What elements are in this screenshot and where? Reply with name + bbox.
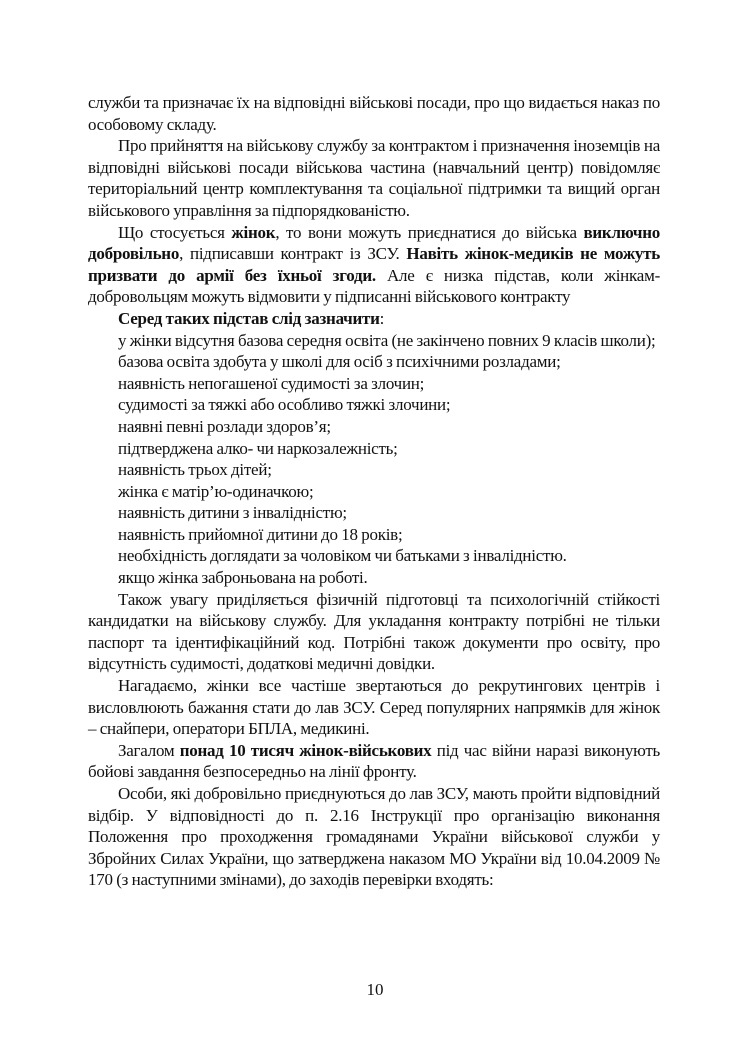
paragraph-3-text-4: Але є низка підстав, коли жінкам-добровольцям можуть відмовити у підписанні військового контракту: [88, 265, 660, 307]
paragraph-3: [88, 222, 660, 308]
paragraph-3-text-3: , підписавши контракт із ЗСУ.: [179, 244, 407, 264]
paragraph-5: Також увагу приділяється фізичній підготовці та психологічній стійкості кандидатки на військову службу. Для укладання контракту потрібні не тільки паспорт та ідентифікаційний код. Потрібні також документи про освіту, про відсутність судимості, додаткові медичні довідки.: [88, 589, 660, 674]
list-item: наявність трьох дітей;: [118, 460, 272, 480]
paragraph-3-bold-voluntary: виключно добровільно: [88, 222, 660, 264]
page-number: 10: [366, 980, 384, 999]
document-body: [88, 92, 660, 891]
list-item: необхідність доглядати за чоловіком чи батьками з інвалідністю.: [118, 546, 567, 566]
paragraph-3-text-2: , то вони можуть приєднатися до війська: [275, 222, 584, 242]
list-item: підтверджена алко- чи наркозалежність;: [118, 438, 398, 458]
reasons-heading: Серед таких підстав слід зазначити: [118, 308, 380, 328]
list-item: наявність прийомної дитини до 18 років;: [118, 524, 403, 544]
list-item: жінка є матір’ю-одиначкою;: [118, 481, 314, 501]
list-item: базова освіта здобута у школі для осіб з психічними розладами;: [118, 352, 561, 372]
paragraph-7-text-2: під час війни наразі виконують бойові завдання безпосередньо на лінії фронту.: [88, 740, 660, 782]
list-item: судимості за тяжкі або особливо тяжкі злочини;: [118, 395, 451, 415]
paragraph-4: [88, 308, 660, 330]
paragraph-3-bold-medics: Навіть жінок-медиків не можуть призвати до армії без їхньої згоди.: [88, 244, 660, 285]
paragraph-3-text-1: Що стосується: [118, 222, 232, 242]
reasons-heading-colon: :: [379, 308, 385, 328]
list-item: наявні певні розлади здоров’я;: [118, 416, 331, 436]
paragraph-7: [88, 740, 660, 783]
paragraph-1: служби та призначає їх на відповідні військові посади, про що видається наказ по особовому складу.: [88, 93, 660, 134]
reasons-list: [88, 330, 660, 589]
paragraph-7-text-1: Загалом: [118, 740, 180, 760]
list-item: наявність непогашеної судимості за злочин;: [118, 373, 425, 393]
paragraph-2: Про прийняття на військову службу за контрактом і призначення іноземців на відповідні військові посади військова частина (навчальний центр) повідомляє територіальний центр комплектування та соціальної підтримки та вищий орган військового управління за підпорядкованістю.: [88, 136, 660, 220]
paragraph-8: Особи, які добровільно приєднуються до лав ЗСУ, мають пройти відповідний відбір. У відповідності до п. 2.16 Інструкції про організацію виконання Положення про проходження громадянами України військової служби у Збройних Силах України, що затверджена наказом МО України від 10.04.2009 № 170 (з наступними змінами), до заходів перевірки входять:: [88, 784, 660, 890]
list-item: якщо жінка заброньована на роботі.: [118, 568, 368, 588]
list-item: у жінки відсутня базова середня освіта (не закінчено повних 9 класів школи);: [118, 330, 656, 350]
paragraph-7-bold-count: понад 10 тисяч жінок-військових: [179, 740, 432, 760]
paragraph-3-bold-women: жінок: [231, 222, 276, 242]
paragraph-6: Нагадаємо, жінки все частіше звертаються до рекрутингових центрів і висловлюють бажання стати до лав ЗСУ. Серед популярних напрямків для жінок – снайпери, оператори БПЛА, медикині.: [88, 676, 660, 739]
list-item: наявність дитини з інвалідністю;: [118, 503, 347, 523]
